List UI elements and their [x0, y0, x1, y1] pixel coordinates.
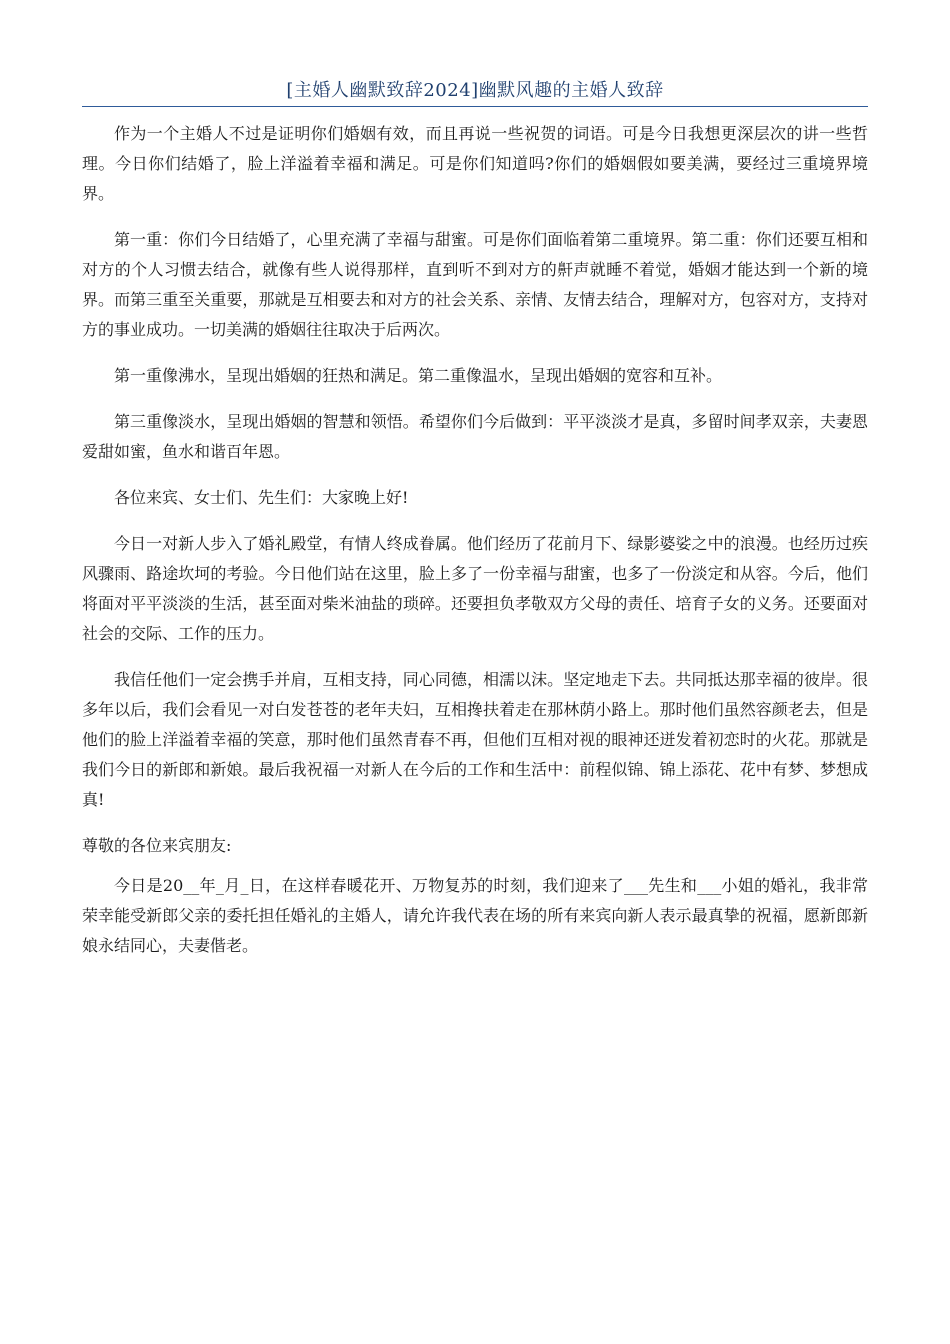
paragraph-4: 第三重像淡水，呈现出婚姻的智慧和领悟。希望你们今后做到：平平淡淡才是真，多留时间孝双亲，夫妻恩爱甜如蜜，鱼水和谐百年恩。 — [82, 412, 868, 461]
document-page — [82, 78, 868, 977]
paragraph-5: 各位来宾、女士们、先生们：大家晚上好! — [114, 488, 409, 507]
paragraph-1: 作为一个主婚人不过是证明你们婚姻有效，而且再说一些祝贺的词语。可是今日我想更深层次的讲一些哲理。今日你们结婚了，脸上洋溢着幸福和满足。可是你们知道吗?你们的婚姻假如要美满，要经过三重境界境界。 — [82, 124, 868, 203]
paragraph-6: 今日一对新人步入了婚礼殿堂，有情人终成眷属。他们经历了花前月下、绿影婆娑之中的浪漫。也经历过疾风骤雨、路途坎坷的考验。今日他们站在这里，脸上多了一份幸福与甜蜜，也多了一份淡定和从容。今后，他们将面对平平淡淡的生活，甚至面对柴米油盐的琐碎。还要担负孝敬双方父母的责任、培育子女的义务。还要面对社会的交际、工作的压力。 — [82, 534, 868, 643]
paragraph-8: 尊敬的各位来宾朋友: — [82, 836, 232, 855]
paragraph-2: 第一重：你们今日结婚了，心里充满了幸福与甜蜜。可是你们面临着第二重境界。第二重：你们还要互相和对方的个人习惯去结合，就像有些人说得那样，直到听不到对方的鼾声就睡不着觉，婚姻才能达到一个新的境界。而第三重至关重要，那就是互相要去和对方的社会关系、亲情、友情去结合，理解对方，包容对方，支持对方的事业成功。一切美满的婚姻往往取决于后两次。 — [82, 230, 868, 339]
paragraph-3: 第一重像沸水，呈现出婚姻的狂热和满足。第二重像温水，呈现出婚姻的宽容和互补。 — [114, 366, 723, 385]
document-title: [主婚人幽默致辞2024]幽默风趣的主婚人致辞 — [82, 78, 868, 107]
paragraph-7: 我信任他们一定会携手并肩，互相支持，同心同德，相濡以沫。坚定地走下去。共同抵达那幸福的彼岸。很多年以后，我们会看见一对白发苍苍的老年夫妇，互相搀扶着走在那林荫小路上。那时他们虽然容颜老去，但是他们的脸上洋溢着幸福的笑意，那时他们虽然青春不再，但他们互相对视的眼神还迸发着初恋时的火花。那就是我们今日的新郎和新娘。最后我祝福一对新人在今后的工作和生活中：前程似锦、锦上添花、花中有梦、梦想成真! — [82, 670, 868, 809]
paragraph-9: 今日是20__年_月_日，在这样春暖花开、万物复苏的时刻，我们迎来了___先生和___小姐的婚礼，我非常荣幸能受新郎父亲的委托担任婚礼的主婚人，请允许我代表在场的所有来宾向新人表示最真挚的祝福，愿新郎新娘永结同心，夫妻偕老。 — [82, 876, 868, 955]
